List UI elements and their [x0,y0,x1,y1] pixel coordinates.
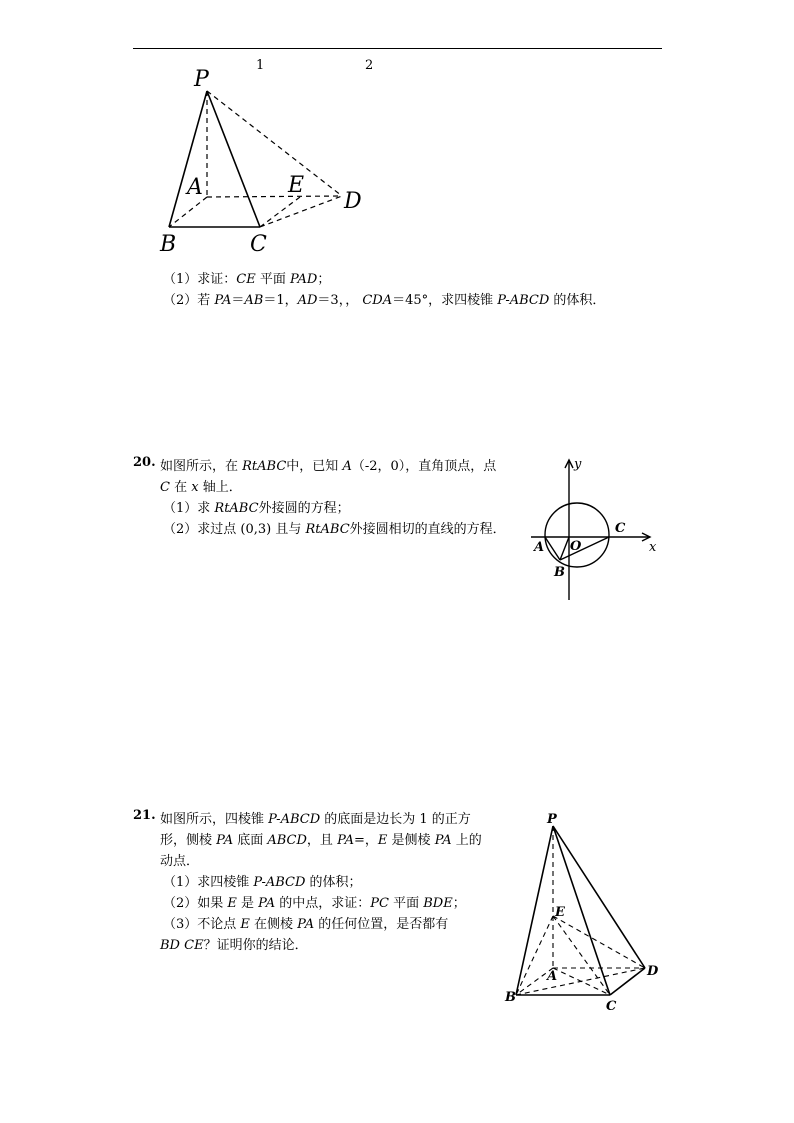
header-rule [133,48,662,49]
label-C: C [250,232,267,257]
label-A: A [187,175,203,200]
header-fragment-1: 1 [256,58,265,73]
q20-line1: 如图所示，在 RtABC中，已知 A（-2，0），直角顶点，点 [160,459,497,474]
edge-CD [610,968,645,995]
edge-AB [169,197,207,227]
label-O: O [570,539,582,554]
q21-pyramid-figure [500,808,670,1023]
edge-CE [260,197,300,227]
q19-pyramid-figure [150,62,380,262]
circumcircle [545,503,609,567]
q21-line4: （1）求四棱锥 P-ABCD 的体积； [163,875,362,890]
q21-number: 21. [133,808,156,823]
label-A: A [534,540,545,555]
label-P: P [194,67,209,92]
q20-circle-figure [525,455,665,605]
q20-line2: C 在 x 轴上． [160,480,242,495]
edge-PC [207,91,260,227]
label-x: x [649,540,657,555]
label-C: C [606,999,617,1014]
q19-part2: （2）若 PA＝AB＝1，AD＝3，， CDA＝45°，求四棱锥 P-ABCD 的体积． [163,293,606,308]
edge-CD [260,196,342,227]
q20-line3: （1）求 RtABC外接圆的方程； [163,501,350,516]
edge-PD [553,826,645,968]
q20-line4: （2）求过点 (0,3) 且与 RtABC外接圆相切的直线的方程． [163,522,506,537]
label-y: y [574,457,582,472]
q21-line1: 如图所示，四棱锥 P-ABCD 的底面是边长为 1 的正方 [160,812,471,827]
q21-line2: 形，侧棱 PA 底面 ABCD，且 PA=，E 是侧棱 PA 上的 [160,833,482,848]
label-E: E [288,173,305,198]
label-D: D [647,964,659,979]
q21-line6: （3）不论点 E 在侧棱 PA 的任何位置，是否都有 [163,917,449,932]
label-A: A [547,969,558,984]
label-E: E [555,905,565,920]
q21-line3: 动点． [160,854,200,869]
header-fragment-2: 2 [365,58,374,73]
q20-number: 20. [133,455,156,470]
q21-line5: （2）如果 E 是 PA 的中点，求证：PC 平面 BDE； [163,896,466,911]
q19-part1: （1）求证：CE 平面 PAD； [163,272,331,287]
label-B: B [554,565,565,580]
label-B: B [505,990,516,1005]
q21-line7: BD CE？证明你的结论． [160,938,308,953]
segment-EC [553,916,610,995]
label-P: P [547,812,557,827]
edge-AD [207,196,342,197]
label-C: C [615,521,626,536]
label-B: B [160,232,177,257]
label-D: D [344,189,362,214]
edge-PB [169,91,207,227]
